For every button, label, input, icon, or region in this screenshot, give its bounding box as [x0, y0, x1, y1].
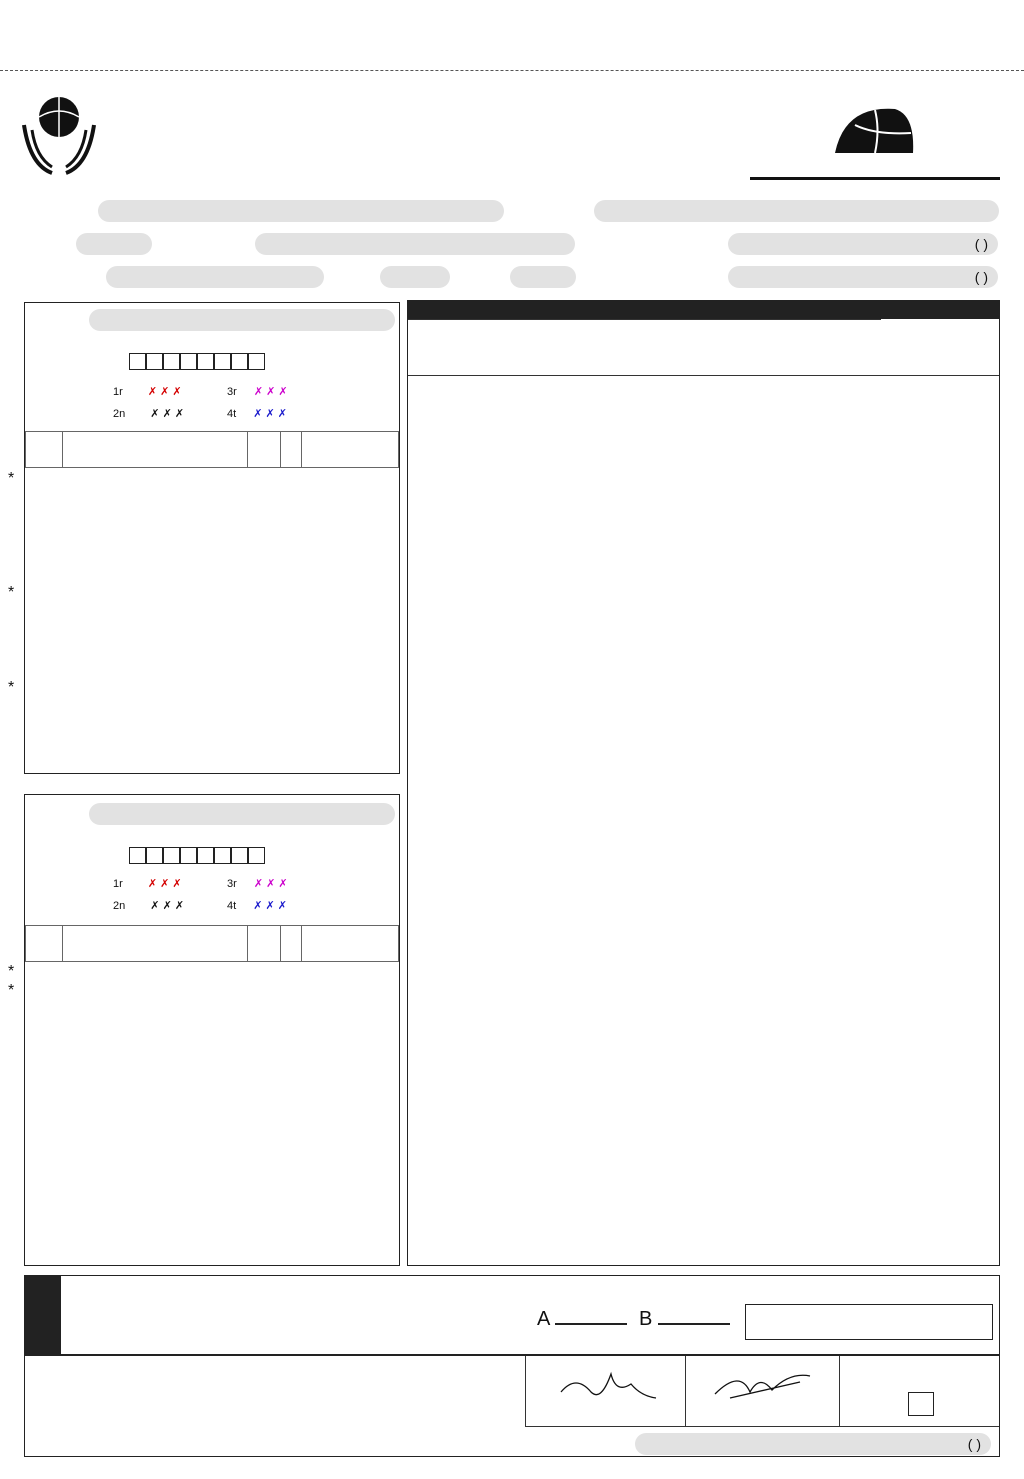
winner-field[interactable]	[745, 1304, 993, 1340]
team-a-panel-name[interactable]	[89, 309, 395, 331]
running-score-title	[408, 301, 999, 319]
team-a-timeouts	[129, 353, 265, 370]
divider	[0, 70, 1024, 71]
team-b-field[interactable]	[594, 200, 999, 222]
referee-field[interactable]: ( )	[728, 233, 998, 255]
second-half-label	[644, 319, 881, 320]
basquetcatala-ball-icon	[835, 105, 915, 155]
star-marker: *	[8, 584, 15, 601]
final-score-b: B	[639, 1308, 730, 1331]
site-underline	[750, 177, 1000, 180]
fcbq-logo	[22, 95, 97, 190]
star-marker: *	[8, 679, 15, 696]
aux-field[interactable]: ( )	[728, 266, 998, 288]
team-a-panel: 1r ✗ ✗ ✗ 2n ✗ ✗ ✗ 3r ✗ ✗ ✗ 4t ✗ ✗ ✗	[24, 302, 400, 774]
date-field[interactable]	[380, 266, 450, 288]
results-panel	[24, 1275, 1000, 1355]
officials-panel	[24, 1355, 1000, 1457]
team-b-timeouts	[129, 847, 265, 864]
star-marker: *	[8, 963, 15, 980]
city-field[interactable]	[106, 266, 324, 288]
running-score-panel	[407, 300, 1000, 1266]
final-score-a: A	[537, 1308, 627, 1331]
star-marker: *	[8, 470, 15, 487]
team-a-roster	[25, 431, 399, 468]
star-marker: *	[8, 982, 15, 999]
sig-auxiliar-label	[686, 1356, 840, 1364]
team-b-panel-name[interactable]	[89, 803, 395, 825]
first-half-label	[408, 319, 645, 320]
num-field[interactable]	[76, 233, 152, 255]
category-field[interactable]	[255, 233, 575, 255]
time-field[interactable]	[510, 266, 576, 288]
team-b-roster	[25, 925, 399, 962]
team-b-panel: 1r ✗ ✗ ✗ 2n ✗ ✗ ✗ 3r ✗ ✗ ✗ 4t ✗ ✗ ✗	[24, 794, 400, 1266]
sig-principal-label	[526, 1356, 686, 1364]
report-note	[840, 1356, 1000, 1360]
delegate-field[interactable]: ( )	[635, 1433, 991, 1455]
principal-signature	[556, 1364, 666, 1404]
team-a-field[interactable]	[98, 200, 504, 222]
auxiliar-signature	[710, 1364, 820, 1404]
report-checkbox[interactable]	[908, 1392, 934, 1416]
